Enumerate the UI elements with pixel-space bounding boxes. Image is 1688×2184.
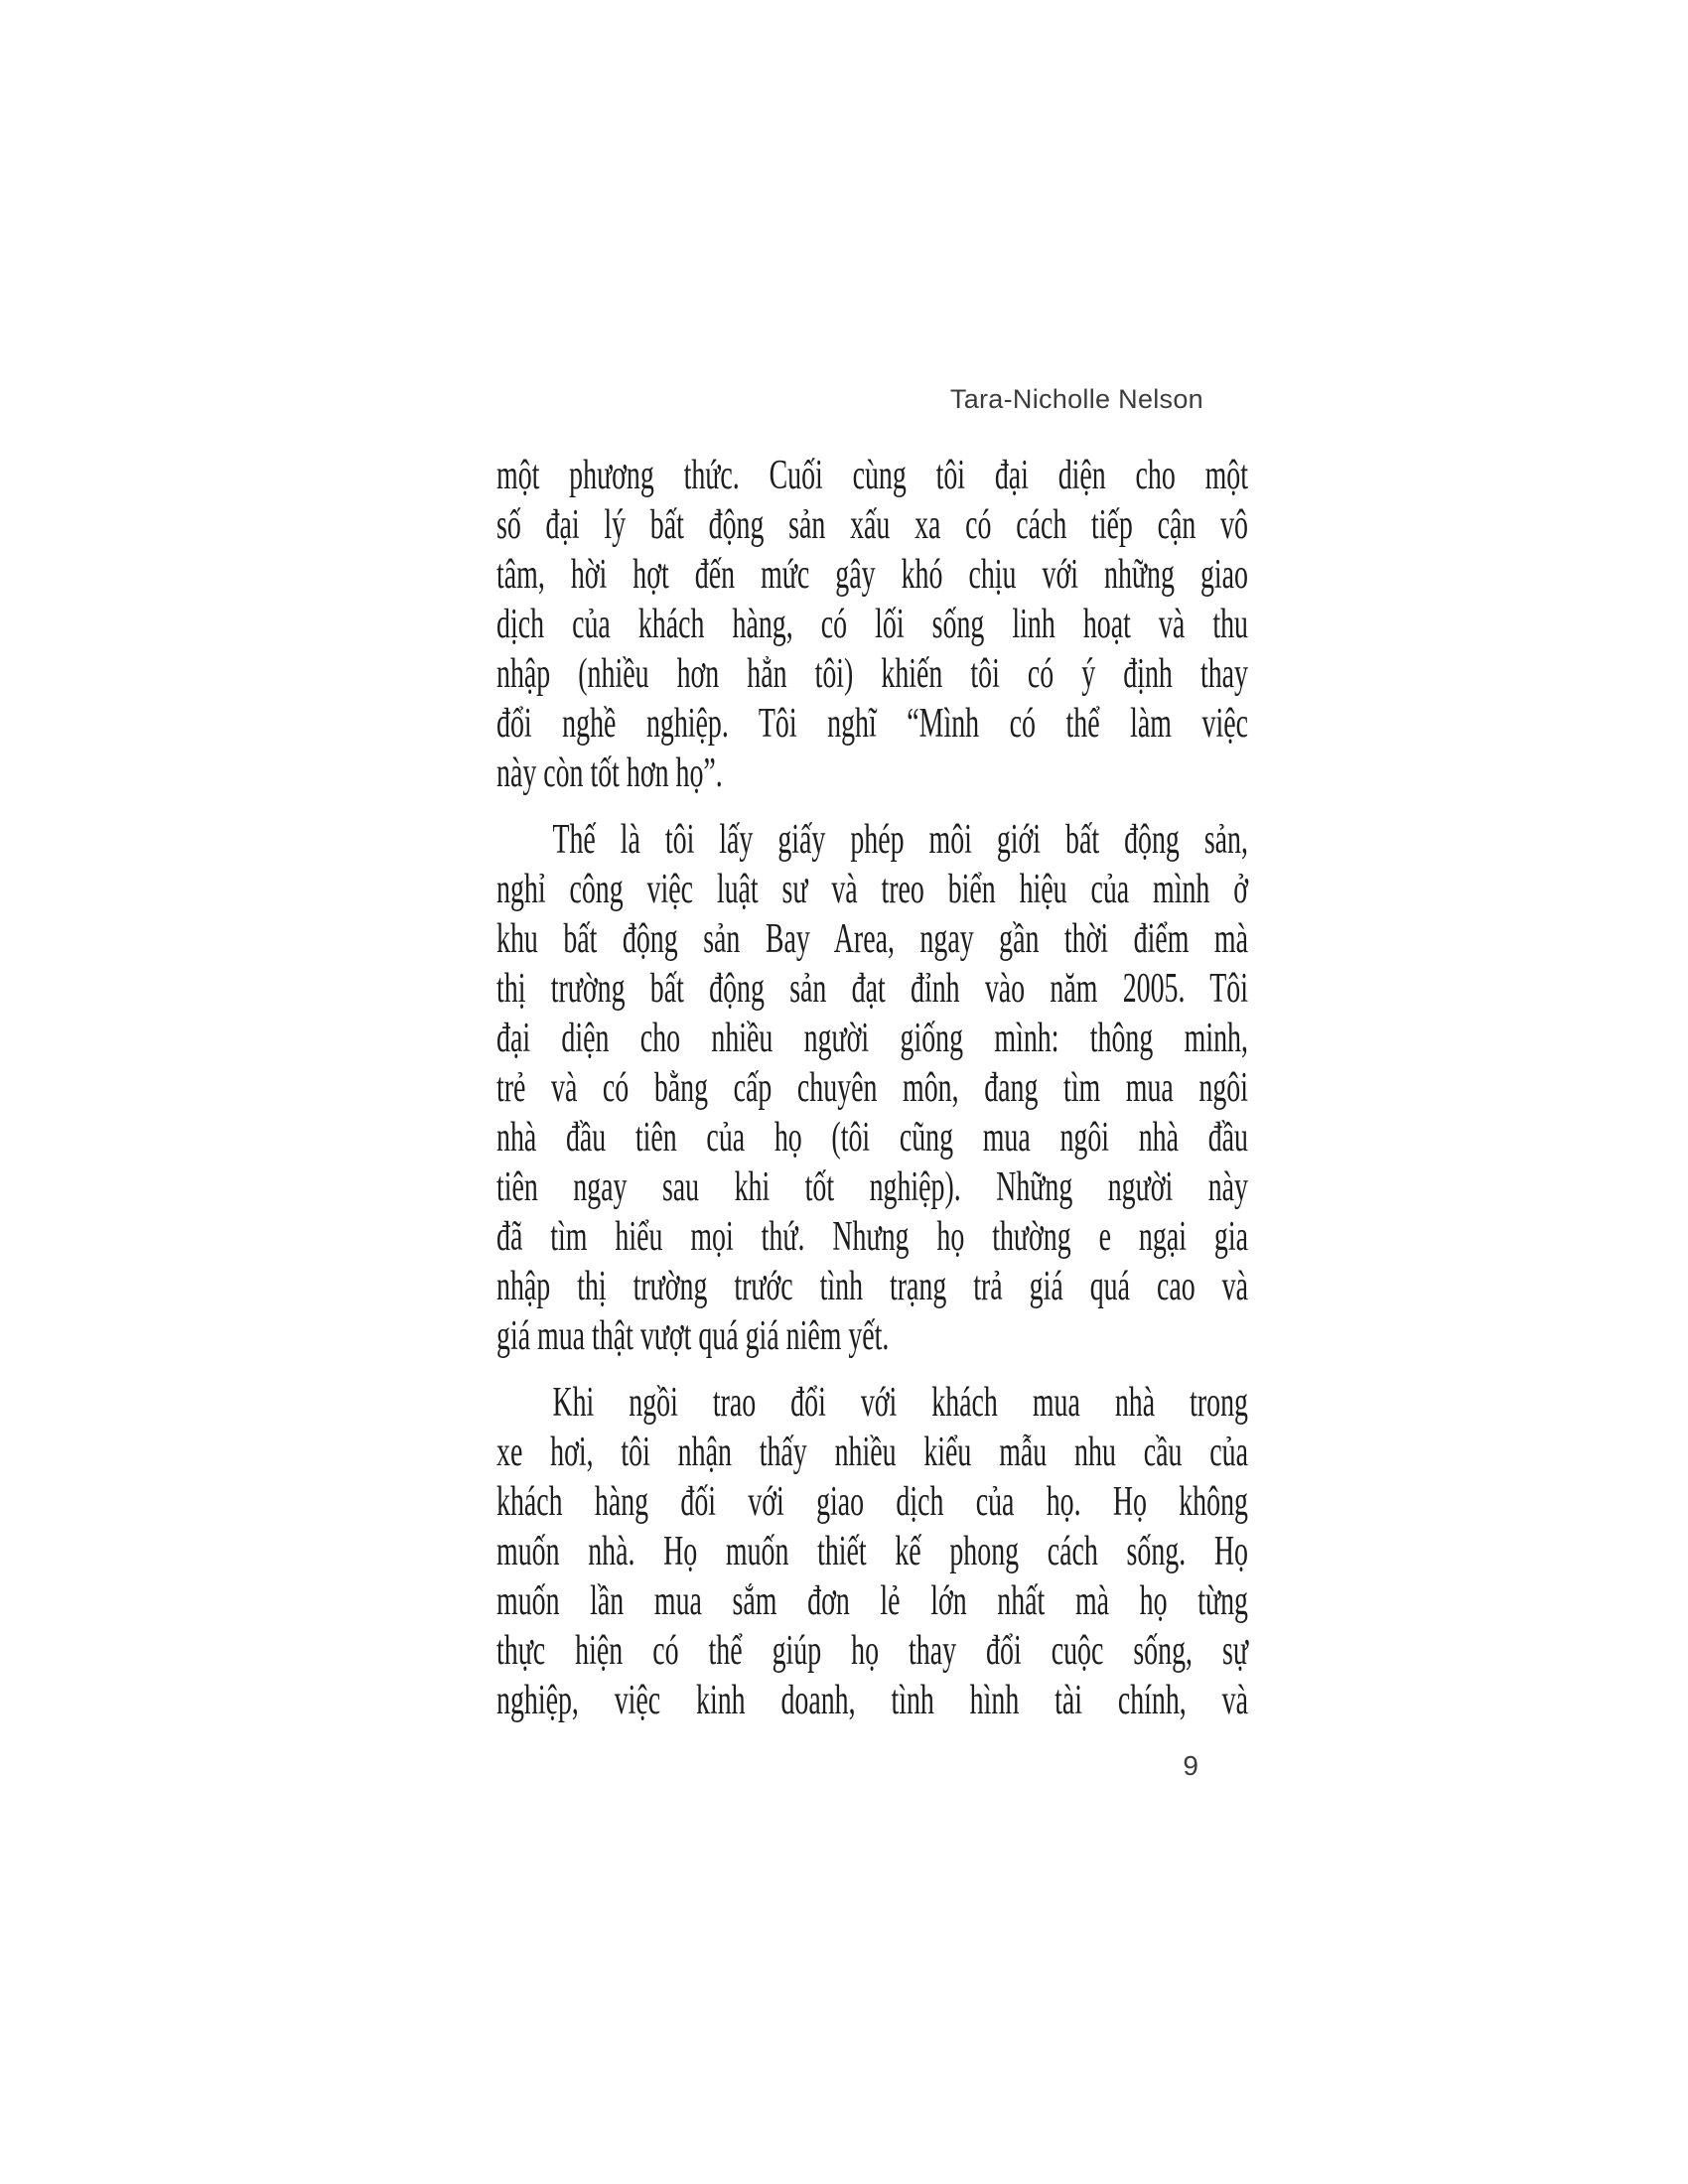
text-line: tâm, hời hợt đến mức gây khó chịu với những giao bbox=[496, 552, 1248, 598]
page-number: 9 bbox=[1183, 1750, 1198, 1781]
paragraph bbox=[496, 451, 1248, 798]
text-line: nghiệp, việc kinh doanh, tình hình tài chính, và bbox=[496, 1678, 1248, 1723]
text-line: đã tìm hiểu mọi thứ. Nhưng họ thường e ngại gia bbox=[496, 1214, 1248, 1260]
text-line: khu bất động sản Bay Area, ngay gần thời điểm mà bbox=[496, 916, 1248, 962]
text-line: số đại lý bất động sản xấu xa có cách tiếp cận vô bbox=[496, 502, 1248, 548]
text-line: trẻ và có bằng cấp chuyên môn, đang tìm mua ngôi bbox=[496, 1065, 1248, 1111]
text-line: muốn lần mua sắm đơn lẻ lớn nhất mà họ từng bbox=[496, 1578, 1248, 1624]
text-line: thị trường bất động sản đạt đỉnh vào năm 2005. Tôi bbox=[496, 966, 1248, 1012]
body-text bbox=[496, 451, 1248, 1725]
text-line: dịch của khách hàng, có lối sống linh hoạt và thu bbox=[496, 602, 1248, 647]
text-line: muốn nhà. Họ muốn thiết kế phong cách sống. Họ bbox=[496, 1529, 1248, 1574]
text-line: nhập (nhiều hơn hẳn tôi) khiến tôi có ý định thay bbox=[496, 651, 1248, 697]
text-line: nghỉ công việc luật sư và treo biển hiệu của mình ở bbox=[496, 867, 1248, 912]
paragraph bbox=[496, 815, 1248, 1361]
text-line: nhập thị trường trước tình trạng trả giá quá cao và bbox=[496, 1264, 1248, 1309]
text-line: Thế là tôi lấy giấy phép môi giới bất động sản, bbox=[552, 817, 1248, 863]
text-line: đổi nghề nghiệp. Tôi nghĩ “Mình có thể làm việc bbox=[496, 701, 1248, 747]
text-line: một phương thức. Cuối cùng tôi đại diện cho một bbox=[496, 453, 1248, 498]
text-line: này còn tốt hơn họ”. bbox=[496, 751, 723, 796]
text-line: Khi ngồi trao đổi với khách mua nhà trong bbox=[552, 1380, 1248, 1426]
paragraph bbox=[496, 1378, 1248, 1725]
text-line: xe hơi, tôi nhận thấy nhiều kiểu mẫu nhu cầu của bbox=[496, 1430, 1248, 1475]
text-line: giá mua thật vượt quá giá niêm yết. bbox=[496, 1313, 890, 1359]
text-line: thực hiện có thể giúp họ thay đổi cuộc sống, sự bbox=[496, 1628, 1248, 1674]
text-line: khách hàng đối với giao dịch của họ. Họ không bbox=[496, 1479, 1248, 1525]
running-header: Tara-Nicholle Nelson bbox=[949, 384, 1203, 414]
text-line: tiên ngay sau khi tốt nghiệp). Những người này bbox=[496, 1164, 1248, 1210]
text-line: nhà đầu tiên của họ (tôi cũng mua ngôi nhà đầu bbox=[496, 1115, 1248, 1160]
text-line: đại diện cho nhiều người giống mình: thông minh, bbox=[496, 1016, 1248, 1061]
